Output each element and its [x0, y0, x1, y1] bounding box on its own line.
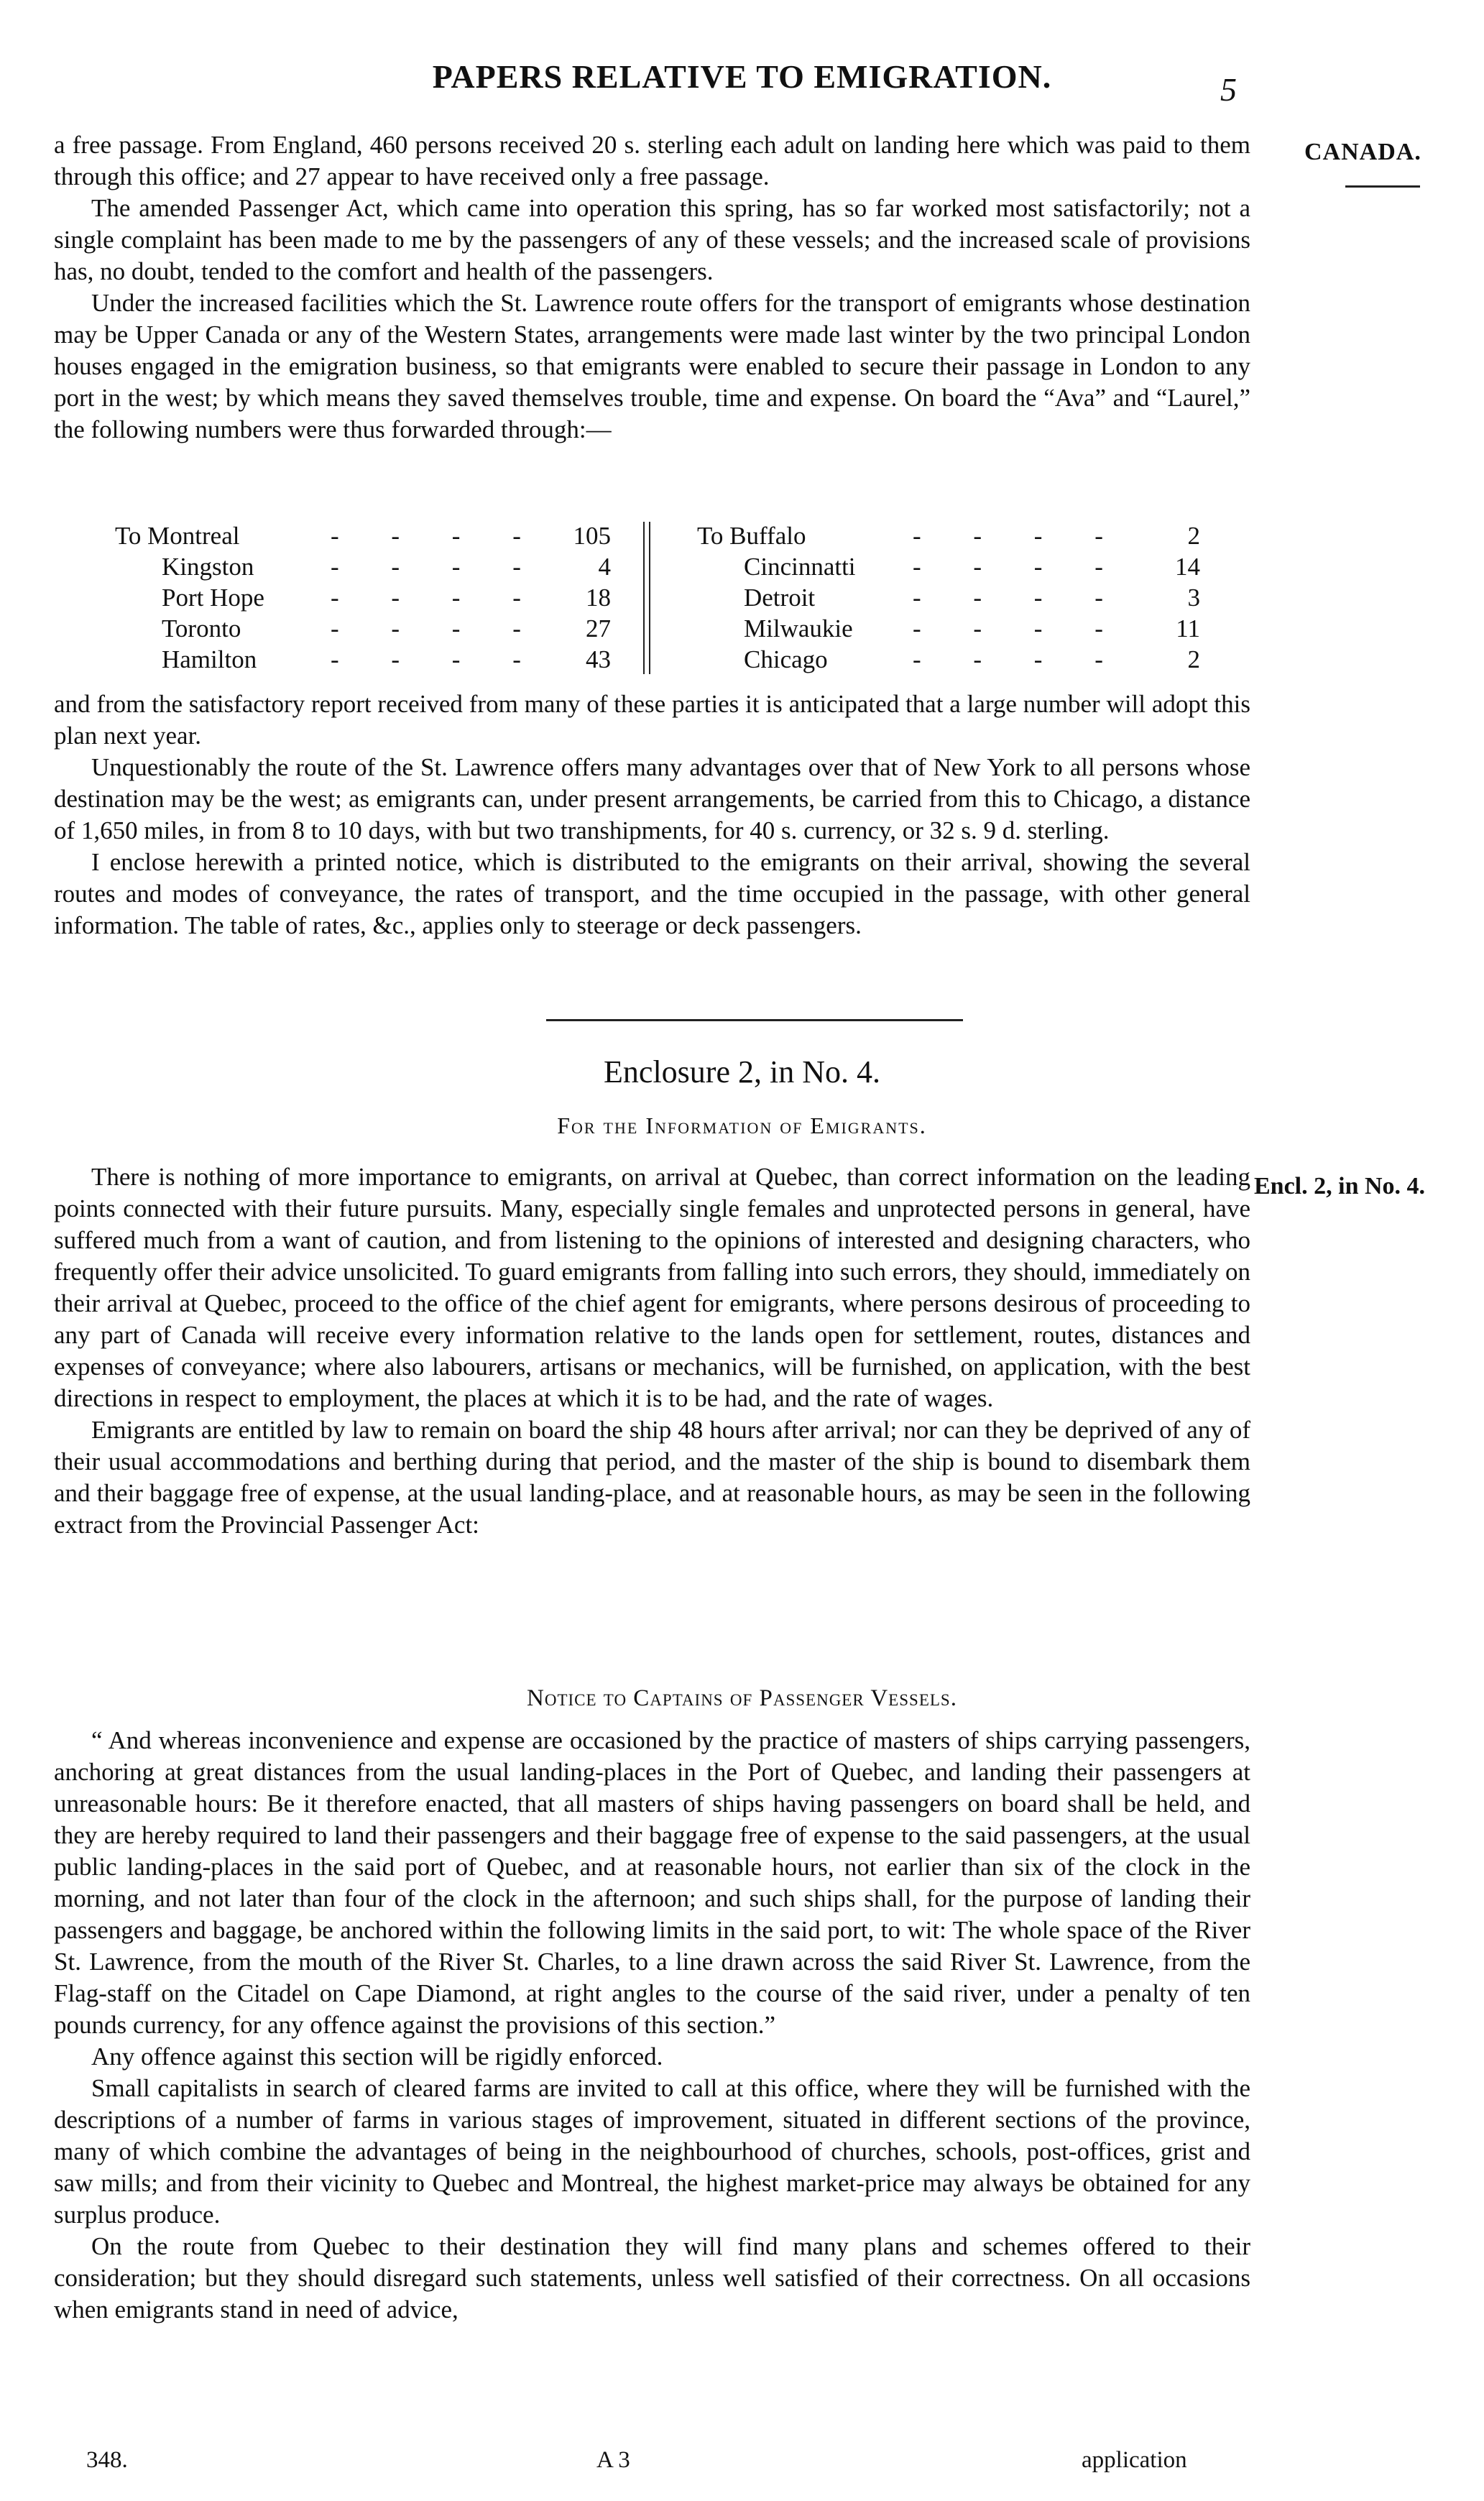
leader-dashes: - - - -: [913, 645, 1126, 673]
table-row: [697, 553, 1200, 584]
section-rule: [546, 1019, 963, 1021]
destination-name: Port Hope: [162, 584, 264, 612]
paragraph: I enclose herewith a printed notice, which is distributed to the emigrants on their arrival, showing the several routes and modes of conveyance, the rates of transport, and the time occupied in the passage, with other general information. The table of rates, &c., applies only to steerage or deck passengers.: [54, 848, 1250, 939]
paragraph: “ And whereas inconvenience and expense are occasioned by the practice of masters of ships carrying passengers, anchoring at great distances from the usual landing-places in the Port of Quebec, and landing their passengers at unreasonable hours: Be it therefore enacted, that all masters of ships having passengers on board shall be held, and they are hereby required to land their passengers and their baggage free of expense to the said passengers, at the usual public landing-places in the said port of Quebec, and at reasonable hours, not earlier than six of the clock in the morning, and not later than four of the clock in the afternoon; and such ships shall, for the purpose of landing their passengers and baggage, be anchored within the following limits in the said port, to wit: The whole space of the River St. Lawrence, from the mouth of the River St. Charles, to a line drawn across the said River St. Lawrence, from the Flag-staff on the Citadel on Cape Diamond, at right angles to the course of the said river, under a penalty of ten pounds currency, for any offence against the provisions of this section.”: [54, 1726, 1250, 2039]
destination-name: Detroit: [744, 584, 816, 612]
destination-name: Milwaukie: [744, 614, 853, 642]
margin-rule: [1345, 185, 1420, 188]
leader-dashes: - - - -: [331, 645, 544, 673]
enclosure-subheading: For the Information of Emigrants.: [557, 1113, 927, 1138]
table-row: [115, 645, 611, 676]
leader-dashes: - - - -: [913, 584, 1126, 612]
destination-count: 4: [598, 553, 611, 581]
paragraph: a free passage. From England, 460 persons received 20 s. sterling each adult on landing here which was paid to them through this office; and 27 appear to have received only a free passage.: [54, 131, 1250, 190]
leader-dashes: - - - -: [331, 584, 544, 612]
table-row: [697, 584, 1200, 614]
destination-name: Chicago: [744, 645, 828, 673]
table-row: [115, 553, 611, 584]
table-row: [697, 614, 1200, 645]
leader-dashes: - - - -: [913, 614, 1126, 642]
notice-text: [54, 1725, 1250, 2326]
table-row: [115, 522, 611, 553]
signature-mark: A 3: [596, 2447, 630, 2473]
paragraph: Small capitalists in search of cleared farms are invited to call at this office, where they will be furnished with the descriptions of a number of farms in various stages of improvement, situated in different sections of the province, many of which combine the advantages of being in the neighbourhood of churches, schools, post-offices, grist and saw mills; and from their vicinity to Quebec and Montreal, the highest market-price may always be obtained for any surplus produce.: [54, 2074, 1250, 2229]
destination-name: Toronto: [162, 614, 241, 642]
destination-count: 18: [586, 584, 611, 612]
enclosure-text: [54, 1161, 1250, 1541]
destination-count: 105: [573, 522, 611, 550]
margin-note-canada: CANADA.: [1304, 139, 1421, 165]
paragraph: Under the increased facilities which the St. Lawrence route offers for the transport of emigrants whose destination may be Upper Canada or any of the Western States, arrangements were made last winter by the two principal London houses engaged in the emigration business, so that emigrants were enabled to secure their passage in London to any port in the west; by which means they saved themselves trouble, time and expense. On board the “Ava” and “Laurel,” the following numbers were thus forwarded through:—: [54, 289, 1250, 443]
destination-count: 14: [1175, 553, 1200, 581]
destination-count: 2: [1187, 645, 1200, 673]
intro-text: [54, 129, 1250, 446]
table-divider: [643, 522, 650, 674]
enclosure-heading: Enclosure 2, in No. 4.: [604, 1054, 880, 1090]
paragraph: Emigrants are entitled by law to remain on board the ship 48 hours after arrival; nor can they be deprived of any of their usual accommodations and berthing during that period, and the master of the ship is bound to disembark them and their baggage free of expense, at the usual landing-place, and at reasonable hours, as may be seen in the following extract from the Provincial Passenger Act:: [54, 1416, 1250, 1539]
destination-name: Cincinnatti: [744, 553, 856, 581]
paragraph: Unquestionably the route of the St. Lawrence offers many advantages over that of New York to all persons whose destination may be the west; as emigrants can, under present arrangements, be carried from this to Chicago, a distance of 1,650 miles, in from 8 to 10 days, with but two transhipments, for 40 s. currency, or 32 s. 9 d. sterling.: [54, 753, 1250, 844]
after-table-text: [54, 688, 1250, 941]
destination-name: To Montreal: [115, 522, 240, 550]
table-row: [697, 645, 1200, 676]
paragraph: Any offence against this section will be rigidly enforced.: [91, 2042, 663, 2071]
destination-count: 43: [586, 645, 611, 673]
catchword: application: [1082, 2447, 1187, 2473]
leader-dashes: - - - -: [913, 522, 1126, 550]
destination-count: 2: [1187, 522, 1200, 550]
destination-table: [115, 522, 1207, 676]
notice-heading: Notice to Captains of Passenger Vessels.: [527, 1685, 957, 1711]
destination-column-left: [115, 522, 611, 676]
destination-count: 11: [1176, 614, 1200, 642]
destination-column-right: [697, 522, 1200, 676]
destination-name: Kingston: [162, 553, 254, 581]
table-row: [697, 522, 1200, 553]
document-number: 348.: [86, 2447, 128, 2473]
destination-name: Hamilton: [162, 645, 257, 673]
table-row: [115, 614, 611, 645]
paragraph: There is nothing of more importance to emigrants, on arrival at Quebec, than correct information on the leading points connected with their future pursuits. Many, especially single females and unprotected persons in general, have suffered much from a want of caution, and from listening to the opinions of interested and designing characters, who frequently offer their advice unsolicited. To guard emigrants from falling into such errors, they should, immediately on their arrival at Quebec, proceed to the office of the chief agent for emigrants, where persons desirous of proceeding to any part of Canada will receive every information relative to the lands open for settlement, routes, distances and expenses of conveyance; where also labourers, artisans or mechanics, will be furnished, on application, with the best directions in respect to employment, the places at which it is to be had, and the rate of wages.: [54, 1163, 1250, 1412]
leader-dashes: - - - -: [331, 553, 544, 581]
leader-dashes: - - - -: [331, 522, 544, 550]
paragraph: and from the satisfactory report received from many of these parties it is anticipated that a large number will adopt this plan next year.: [54, 690, 1250, 750]
running-header-title: PAPERS RELATIVE TO EMIGRATION.: [432, 58, 1052, 95]
paragraph: The amended Passenger Act, which came into operation this spring, has so far worked most satisfactorily; not a single complaint has been made to me by the passengers of any of these vessels; and the increased scale of provisions has, no doubt, tended to the comfort and health of the passengers.: [54, 194, 1250, 285]
leader-dashes: - - - -: [913, 553, 1126, 581]
destination-count: 27: [586, 614, 611, 642]
paragraph: On the route from Quebec to their destination they will find many plans and schemes offered to their consideration; but they should disregard such statements, unless well satisfied of their correctness. On all occasions when emigrants stand in need of advice,: [54, 2232, 1250, 2323]
margin-note-enclosure: Encl. 2, in No. 4.: [1254, 1173, 1426, 1199]
destination-name: To Buffalo: [697, 522, 806, 550]
destination-count: 3: [1187, 584, 1200, 612]
page-number: 5: [1220, 71, 1237, 108]
table-row: [115, 584, 611, 614]
leader-dashes: - - - -: [331, 614, 544, 642]
